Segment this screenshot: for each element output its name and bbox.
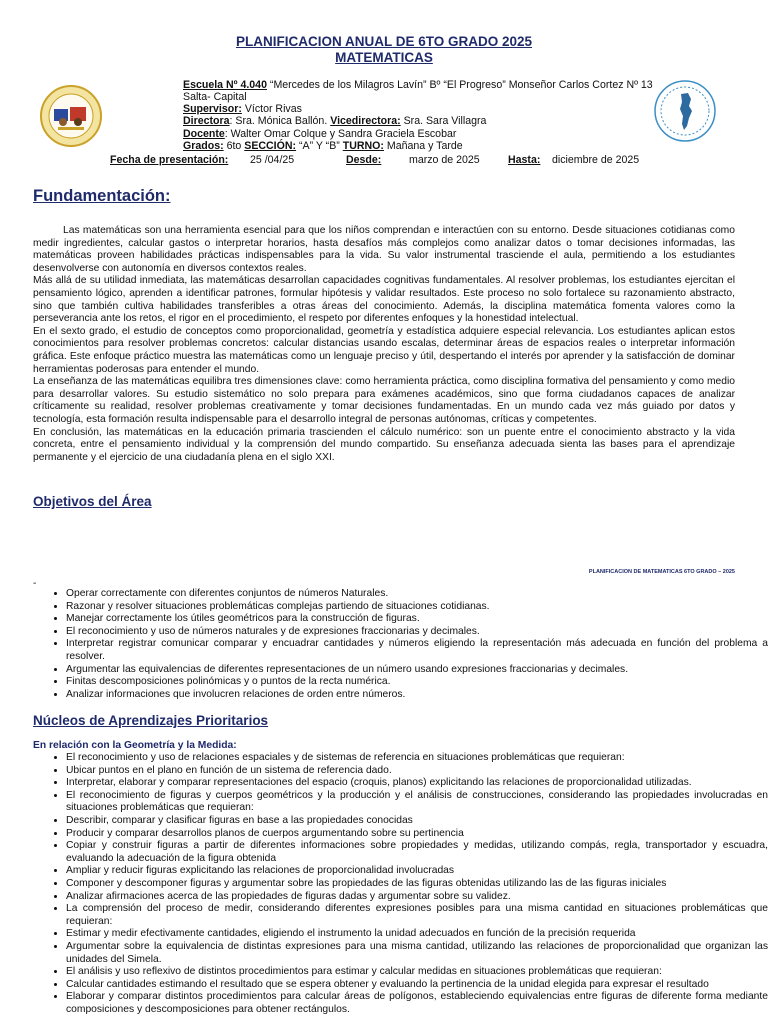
list-dash: - [33, 578, 37, 589]
objetivo-item: • Finitas descomposiciones polinómicas y o puntos de la recta numérica. [66, 676, 768, 689]
running-header: PLANIFICACION DE MATEMATICAS 6TO GRADO – 2025 [588, 569, 735, 575]
nucleo-item: • Elaborar y comparar distintos procedimientos para calcular áreas de polígonos, estableciendo equivalencias entre figuras de diferente forma mediante composiciones y descomposiciones para obtener rectángulos. [66, 991, 768, 1016]
fundamentacion-paragraph: Más allá de su utilidad inmediata, las matemáticas desarrollan capacidades cognitivas fundamentales. Al resolver problemas, los estudiantes ejercitan el pensamiento lógico, aprenden a identificar patrones, formular hipótesis y validar resultados. Este proceso no solo fortalece su razonamiento abstracto, sino que también cultiva habilidades transferibles a otras áreas del conocimiento. Además, la disciplina matemática fomenta valores como la perseverancia ante los retos, el rigor en el procedimiento, el respeto por diferentes enfoques y la honestidad intelectual. [33, 275, 735, 325]
fundamentacion-paragraph: En conclusión, las matemáticas en la educación primaria trascienden el cálculo numérico: son un puente entre el conocimiento abstracto y la vida concreta, entre el pensamiento individual y la comprensión del mundo compartido. Su enseñanza adecuada sienta las bases para el aprendizaje permanente y el ejercicio de una ciudadanía plena en el siglo XXI. [33, 426, 735, 463]
nucleos-heading: Núcleos de Aprendizajes Prioritarios [33, 713, 269, 728]
hasta-value: diciembre de 2025 [552, 154, 640, 166]
nucleo-item: • El reconocimiento y uso de relaciones espaciales y de sistemas de referencia en situaciones problemáticas que requieran: [66, 752, 768, 765]
desde-value: marzo de 2025 [409, 154, 480, 166]
turno-label: TURNO: [342, 140, 384, 152]
school-info [183, 79, 653, 103]
vicedirectora-value: Sra. Sara Villagra [400, 115, 487, 127]
fundamentacion-paragraph: La enseñanza de las matemáticas equilibra tres dimensiones clave: como herramienta práctica, como disciplina formativa del pensamiento y como medio para desarrollar valores. Su estudio sistemático no solo prepara para exámenes académicos, sino que forma ciudadanos capaces de analizar críticamente su realidad, resolver problemas creativamente y tomar decisiones fundamentadas. En un mundo cada vez más guiado por datos y tecnología, esta formación resulta indispensable para el desarrollo integral de personas autónomas, críticas y competentes. [33, 376, 735, 425]
escuela-text: “Mercedes de los Milagros Lavín” Bº “El Progreso” Monseñor Carlos Cortez Nº 13 Salta- Capital [183, 79, 653, 104]
nucleo-item: • El análisis y uso reflexivo de distintos procedimientos para estimar y calcular medidas en situaciones problemáticas que requieran: [66, 966, 768, 979]
fundamentacion-paragraph: Las matemáticas son una herramienta esencial para que los niños comprendan e interactúen con su entorno. Desde situaciones cotidianas como medir ingredientes, calcular gastos o interpretar horarios, hasta desafíos más complejos como analizar datos o tomar decisiones informadas, las matemáticas proveen habilidades prácticas indispensables para la vida. Su valor instrumental trasciende el aula, permitiendo a los estudiantes desenvolverse con autonomía en diversos contextos reales. [33, 225, 735, 274]
school-logo-left [40, 85, 102, 147]
objetivos-list [33, 588, 768, 701]
supervisor-label: Supervisor: [183, 103, 242, 115]
nucleo-item: • Ampliar y reducir figuras explicitando las relaciones de proporcionalidad involucradas [66, 865, 768, 878]
docente-line [183, 128, 653, 140]
directora-value: : Sra. Mónica Ballón. [229, 115, 331, 127]
seccion-value: “A” Y “B” [296, 140, 343, 152]
grados-label: Grados: [183, 140, 224, 152]
fundamentacion-paragraph: En el sexto grado, el estudio de conceptos como proporcionalidad, geometría y estadística adquiere especial relevancia. Los estudiantes aplican estos conocimientos para resolver problemas concretos: calcular distancias usando escalas, determinar áreas de espacios reales o interpretar información gráfica. Este enfoque práctico muestra las matemáticas como un lenguaje preciso y útil, despertando el interés por aprender y la satisfacción de dominar herramientas poderosas para entender el mundo. [33, 325, 735, 375]
nucleo-item: • Calcular cantidades estimando el resultado que se espera obtener y evaluando la pertinencia de la unidad elegida para expresar el resultado [66, 979, 768, 992]
docente-label: Docente [183, 128, 225, 140]
grados-value: 6to [223, 140, 245, 152]
nucleo-item: • La comprensión del proceso de medir, considerando diferentes expresiones posibles para una misma cantidad en situaciones problemáticas que requieran: [66, 903, 768, 928]
nucleos-list [33, 752, 768, 1016]
docente-value: : Walter Omar Colque y Sandra Graciela Escobar [224, 128, 457, 140]
objetivo-item: • Argumentar las equivalencias de diferentes representaciones de un número usando expresiones fraccionarias y decimales. [66, 664, 768, 677]
objetivo-item: • Interpretar registrar comunicar comparar y encuadrar cantidades y números eligiendo la representación más adecuada en función del problema a resolver. [66, 638, 768, 663]
nucleo-item: • Analizar afirmaciones acerca de las propiedades de figuras dadas y argumentar sobre su validez. [66, 891, 768, 904]
nucleo-item: • Producir y comparar desarrollos planos de cuerpos argumentando sobre su pertinencia [66, 828, 768, 841]
document-subtitle: MATEMATICAS [335, 50, 433, 65]
nucleo-item: • Describir, comparar y clasificar figuras en base a las propiedades conocidas [66, 815, 768, 828]
directora-line [183, 115, 653, 127]
nucleo-item: • El reconocimiento de figuras y cuerpos geométricos y la producción y el análisis de construcciones, considerando las propiedades involucradas en situaciones problemáticas que requieran: [66, 790, 768, 815]
institution-seal-right [654, 80, 716, 142]
nucleo-item: • Estimar y medir efectivamente cantidades, eligiendo el instrumento la unidad adecuados en función de la precisión requerida [66, 928, 768, 941]
directora-label: Directora [183, 115, 230, 127]
objetivo-item: • El reconocimiento y uso de números naturales y de expresiones fraccionarias y decimales. [66, 626, 768, 639]
escuela-label: Escuela Nº 4.040 [183, 79, 267, 91]
seccion-label: SECCIÓN: [244, 140, 297, 152]
turno-value: Mañana y Tarde [383, 140, 463, 152]
document-title: PLANIFICACION ANUAL DE 6TO GRADO 2025 [235, 34, 533, 49]
objetivo-item: • Manejar correctamente los útiles geométricos para la construcción de figuras. [66, 613, 768, 626]
nucleo-item: • Ubicar puntos en el plano en función de un sistema de referencia dado. [66, 765, 768, 778]
nucleo-item: • Copiar y construir figuras a partir de diferentes informaciones sobre propiedades y medidas, utilizando compás, regla, transportador y escuadra, evaluando la adecuación de la figura obtenida [66, 840, 768, 865]
nucleos-subheading: En relación con la Geometría y la Medida: [33, 740, 237, 751]
nucleo-item: • Componer y descomponer figuras y argumentar sobre las propiedades de las figuras obtenidas utilizando las de las figuras iniciales [66, 878, 768, 891]
nucleo-item: • Argumentar sobre la equivalencia de distintas expresiones para una misma cantidad, utilizando las relaciones de proporcionalidad que organizan las unidades del Simela. [66, 941, 768, 966]
objetivo-item: • Razonar y resolver situaciones problemáticas complejas partiendo de situaciones cotidianas. [66, 601, 768, 614]
vicedirectora-label: Vicedirectora: [330, 115, 401, 127]
grados-line [183, 140, 653, 152]
fundamentacion-heading: Fundamentación: [33, 187, 171, 205]
supervisor-line [183, 103, 653, 115]
objetivo-item: • Operar correctamente con diferentes conjuntos de números Naturales. [66, 588, 768, 601]
nucleo-item: • Interpretar, elaborar y comparar representaciones del espacio (croquis, planos) explicitando las relaciones de proporcionalidad utilizadas. [66, 777, 768, 790]
fundamentacion-body [33, 225, 735, 464]
fecha-value: 25 /04/25 [250, 154, 295, 166]
desde-label: Desde: [346, 154, 382, 166]
fecha-label: Fecha de presentación: [110, 154, 229, 166]
supervisor-value: Víctor Rivas [241, 103, 302, 115]
hasta-label: Hasta: [508, 154, 541, 166]
objetivos-heading: Objetivos del Área [33, 494, 152, 509]
objetivo-item: • Analizar informaciones que involucren relaciones de orden entre números. [66, 689, 768, 702]
